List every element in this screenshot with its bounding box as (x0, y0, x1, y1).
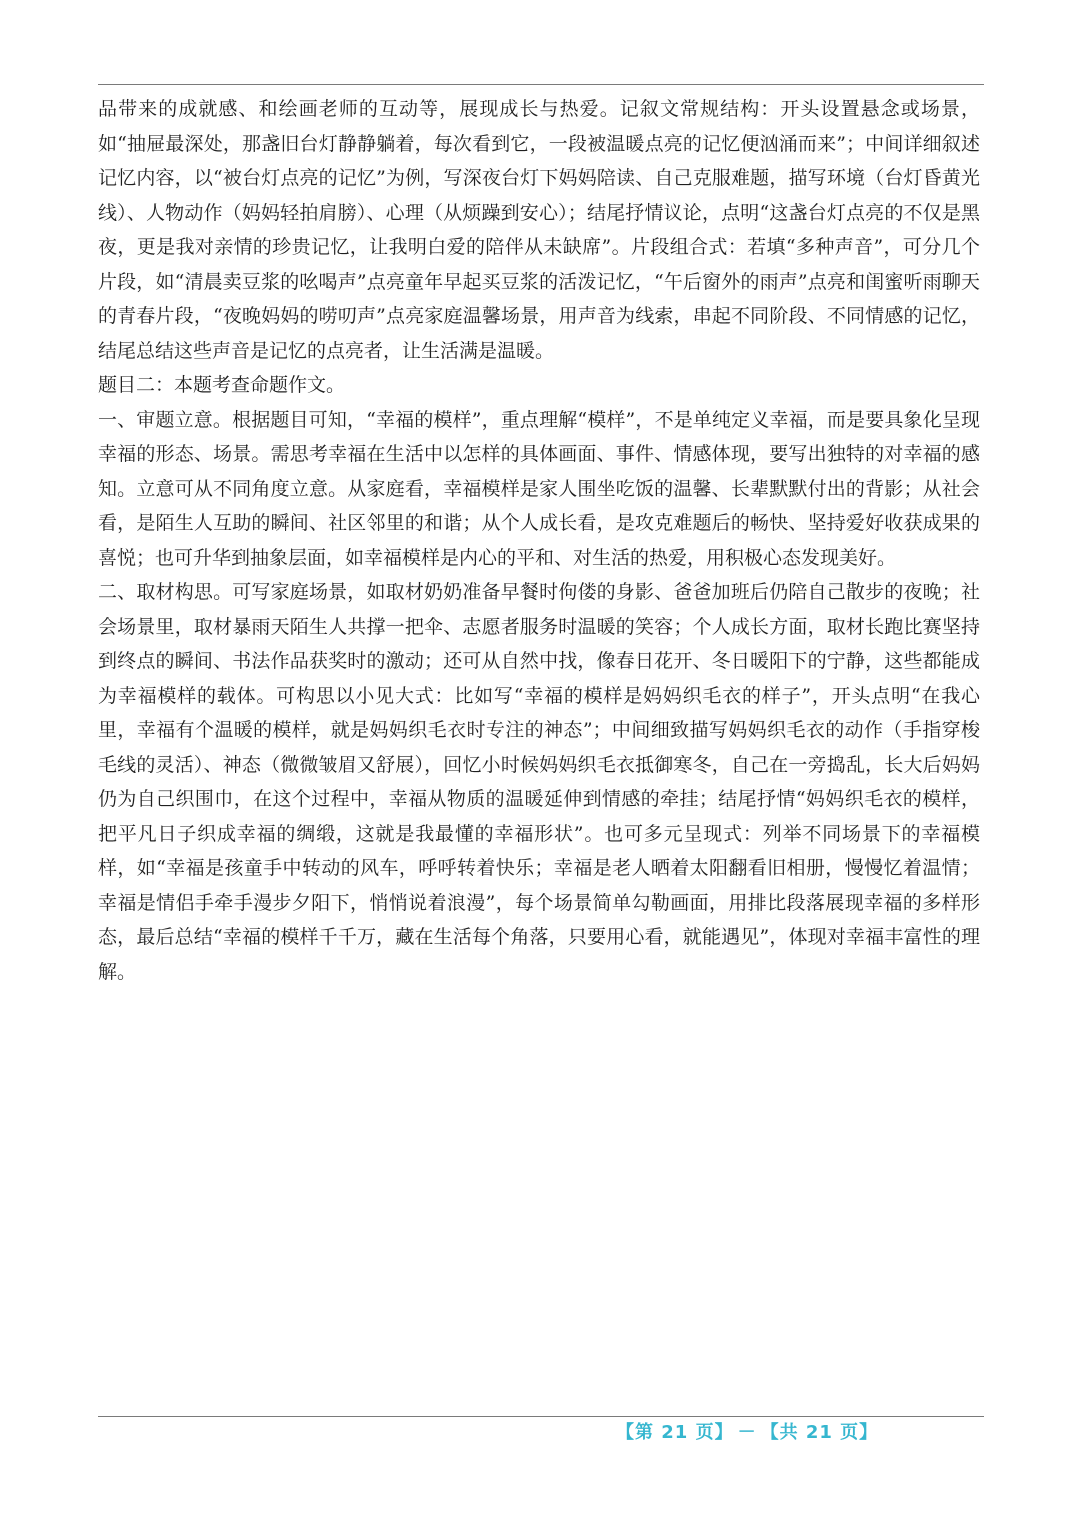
footer-rule (98, 1416, 984, 1417)
paragraph-continued-analysis: 品带来的成就感、和绘画老师的互动等，展现成长与热爱。记叙文常规结构：开头设置悬念或场景，如“抽屉最深处，那盏旧台灯静静躺着，每次看到它，一段被温暖点亮的记忆便汹涌而来”；中间详细叙述记忆内容，以“被台灯点亮的记忆”为例，写深夜台灯下妈妈陪读、自己克服难题，描写环境（台灯昏黄光线）、人物动作（妈妈轻拍肩膀）、心理（从烦躁到安心）；结尾抒情议论，点明“这盏台灯点亮的不仅是黑夜，更是我对亲情的珍贵记忆，让我明白爱的陪伴从未缺席”。片段组合式：若填“多种声音”，可分几个片段，如“清晨卖豆浆的吆喝声”点亮童年早起买豆浆的活泼记忆，“午后窗外的雨声”点亮和闺蜜听雨聊天的青春片段，“夜晚妈妈的唠叨声”点亮家庭温馨场景，用声音为线索，串起不同阶段、不同情感的记忆，结尾总结这些声音是记忆的点亮者，让生活满是温暖。 (98, 98, 980, 362)
total-pages-label: 【共 21 页】 (760, 1422, 879, 1443)
current-page-label: 【第 21 页】 (616, 1422, 734, 1443)
footer-separator: － (737, 1422, 757, 1443)
document-body (98, 92, 980, 989)
paragraph-question-two-heading: 题目二：本题考查命题作文。 (98, 374, 346, 396)
header-rule (98, 84, 984, 85)
paragraph-material-conception: 二、取材构思。可写家庭场景，如取材奶奶准备早餐时佝偻的身影、爸爸加班后仍陪自己散步的夜晚；社会场景里，取材暴雨天陌生人共撑一把伞、志愿者服务时温暖的笑容；个人成长方面，取材长跑比赛坚持到终点的瞬间、书法作品获奖时的激动；还可从自然中找，像春日花开、冬日暖阳下的宁静，这些都能成为幸福模样的载体。可构思以小见大式：比如写“幸福的模样是妈妈织毛衣的样子”，开头点明“在我心里，幸福有个温暖的模样，就是妈妈织毛衣时专注的神态”；中间细致描写妈妈织毛衣的动作（手指穿梭毛线的灵活）、神态（微微皱眉又舒展），回忆小时候妈妈织毛衣抵御寒冬，自己在一旁捣乱，长大后妈妈仍为自己织围巾，在这个过程中，幸福从物质的温暖延伸到情感的牵挂；结尾抒情“妈妈织毛衣的模样，把平凡日子织成幸福的绸缎，这就是我最懂的幸福形状”。也可多元呈现式：列举不同场景下的幸福模样，如“幸福是孩童手中转动的风车，呼呼转着快乐；幸福是老人晒着太阳翻看旧相册，慢慢忆着温情；幸福是情侣手牵手漫步夕阳下，悄悄说着浪漫”，每个场景简单勾勒画面，用排比段落展现幸福的多样形态，最后总结“幸福的模样千千万，藏在生活每个角落，只要用心看，就能遇见”，体现对幸福丰富性的理解。 (98, 581, 980, 983)
paragraph-topic-understanding: 一、审题立意。根据题目可知，“幸福的模样”，重点理解“模样”，不是单纯定义幸福，而是要具象化呈现幸福的形态、场景。需思考幸福在生活中以怎样的具体画面、事件、情感体现，要写出独特的对幸福的感知。立意可从不同角度立意。从家庭看，幸福模样是家人围坐吃饭的温馨、长辈默默付出的背影；从社会看，是陌生人互助的瞬间、社区邻里的和谐；从个人成长看，是攻克难题后的畅快、坚持爱好收获成果的喜悦；也可升华到抽象层面，如幸福模样是内心的平和、对生活的热爱，用积极心态发现美好。 (98, 408, 980, 569)
page-footer (616, 1418, 878, 1444)
